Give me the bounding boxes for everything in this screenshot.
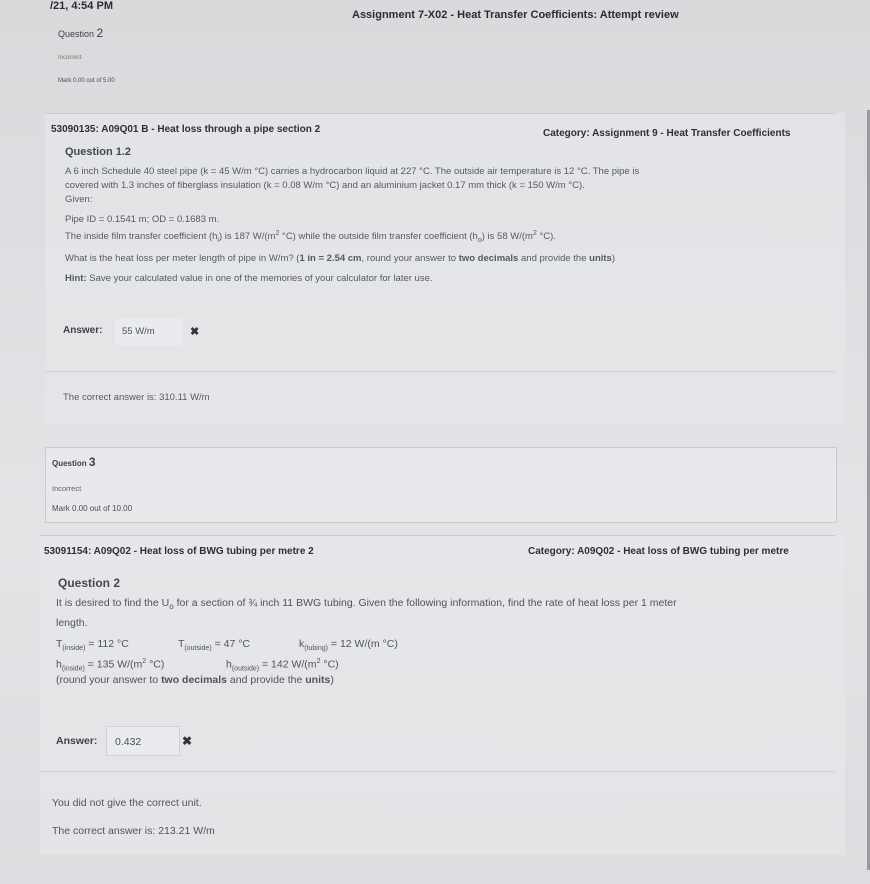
question-2-content: [45, 113, 845, 425]
timestamp: /21, 4:54 PM: [50, 0, 113, 12]
question-3-number: 3: [88, 455, 96, 469]
question-3-status: Incorrect: [52, 484, 82, 493]
question-3-id: 53091154: A09Q02 - Heat loss of BWG tubing per metre 2: [44, 546, 314, 557]
question-2-answer-label: Answer:: [63, 325, 103, 336]
page-title: Assignment 7-X02 - Heat Transfer Coefficients: Attempt review: [352, 9, 679, 21]
question-2-answer-input[interactable]: 55 W/m: [115, 319, 183, 345]
question-3-correct-answer: The correct answer is: 213.21 W/m: [52, 825, 215, 837]
question-3-answer-input[interactable]: 0.432: [106, 726, 180, 756]
divider: [45, 371, 835, 372]
question-3-answer-label: Answer:: [56, 735, 98, 747]
question-3-text: It is desired to find the $U_o$ for a section of ¾ inch 11 BWG tubing. Given the following information, find the rate of heat loss per 1 meter length. $T_{(inside)} = 112$ °C $T_{(outside)} = 47$ °C $k_{(tubing)} = 12$ W/(m °C) $h_{(inside)} = 135$ $W/(m^2$ °C) $h_{(outside)} = 142$ $W/(m^2$ °C) (round your answer to two decimals and provide the units): [56, 597, 677, 687]
question-3-category: Category: A09Q02 - Heat loss of BWG tubing per metre: [528, 546, 789, 557]
question-2-label: Question 2: [58, 26, 104, 40]
divider: [40, 771, 835, 772]
question-3-feedback: You did not give the correct unit.: [52, 797, 202, 809]
question-3-mark: Mark 0.00 out of 10.00: [52, 504, 133, 513]
question-2-id: 53090135: A09Q01 B - Heat loss through a pipe section 2: [51, 124, 321, 135]
incorrect-icon: ✖: [190, 326, 200, 338]
question-2-subtitle: Question 1.2: [65, 146, 132, 158]
question-2-category: Category: Assignment 9 - Heat Transfer Coefficients: [543, 128, 791, 139]
question-2-info-box: [50, 22, 840, 100]
divider: [40, 535, 835, 536]
question-2-correct-answer: The correct answer is: 310.11 W/m: [63, 392, 210, 403]
question-3-info-box: [45, 447, 837, 523]
incorrect-icon: ✖: [182, 734, 193, 748]
question-2-hint: Hint: Save your calculated value in one of the memories of your calculator for later use.: [65, 273, 433, 285]
question-3-subtitle: Question 2: [58, 576, 121, 590]
question-3-label: Question 3: [52, 455, 96, 469]
question-2-text: A 6 inch Schedule 40 steel pipe (k = 45 W/m °C) carries a hydrocarbon liquid at 227 °C. The outside air temperature is 12 °C. The pipe is covered with 1.3 inches of fiberglass insulation (k = 0.08 W/m °C) and an aluminium jacket 0.17 mm thick (k = 150 W/m °C). Given: Pipe ID = 0.1541 m; OD = 0.1683 m. The inside film transfer coefficient $(h_i)$ is 187 $W/(m^2$ °C) while the outside film transfer coefficient $(h_o)$ is 58 $W/(m^2$ °C). What is the heat loss per meter length of pipe in W/m? (1 in = 2.54 cm, round your answer to two decimals and provide the units) Hint: Save your calculated value in one of the memories of your calculator for later use.: [65, 165, 835, 286]
question-2-status: Incorrect: [58, 55, 82, 61]
question-3-content: [40, 535, 845, 855]
question-2-number: 2: [96, 26, 104, 40]
divider: [45, 113, 835, 114]
question-2-mark: Mark 0.00 out of 5.00: [58, 78, 115, 84]
